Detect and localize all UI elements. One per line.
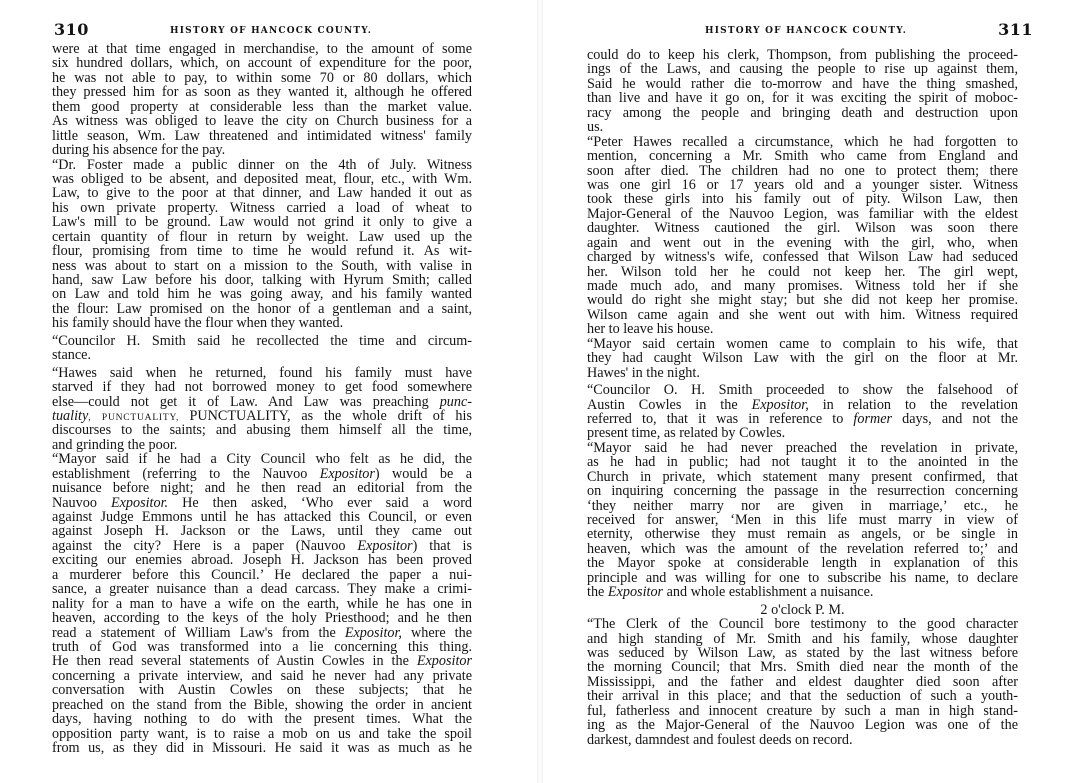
text-line [587, 571, 1018, 585]
text-line [52, 423, 472, 437]
line-text: PUNCTUALITY, as the whole drift of his [189, 408, 472, 424]
text-line [587, 308, 1018, 322]
line-text: days, having nothing to do with the present times. What the [52, 712, 472, 727]
text-line [587, 351, 1018, 365]
line-text: “Mayor said if he had a City Council who felt as he did, the [52, 452, 472, 467]
line-text: his own private property. Witness carried a load of wheat to [52, 200, 472, 216]
text-line [587, 632, 1018, 646]
body-text [52, 42, 472, 755]
line-text: He then asked, ‘Who ever said a word [168, 495, 472, 510]
line-text: they had caught Wilson Law with the girl on the floor at Mr. [587, 351, 1018, 366]
line-text: , PUNCTUALITY, [88, 412, 190, 423]
line-text: nality for a man to have a wife on the earth, while he has one in [52, 596, 472, 612]
line-text: the flour: Law promised on the honor of a gentleman and a saint, [52, 301, 472, 317]
line-text: discourses to the saints; and abusing them himself all the time, [52, 423, 472, 438]
line-text: ‘they neither marry nor are given in marriage,’ etc., he [587, 498, 1018, 513]
text-line [52, 287, 472, 301]
text-line [587, 733, 1018, 747]
text-line [52, 452, 472, 466]
line-text: “Mayor said certain women came to complain to his wife, that [587, 336, 1018, 352]
text-line [52, 172, 472, 186]
text-line [587, 441, 1018, 455]
right-page [545, 0, 1083, 783]
line-text: Mississippi, and the father and eldest daughter died soon after [587, 674, 1018, 690]
text-line [52, 71, 472, 85]
text-line [52, 669, 472, 683]
line-text: ) that is [412, 538, 472, 554]
line-text: ful, fatherless and innocent creature by such a man in high stand- [587, 703, 1018, 719]
text-line [52, 215, 472, 229]
line-text: made much ado, and many promises. Witness told her if she [587, 279, 1018, 294]
line-text: during his absence for the pay. [52, 143, 226, 158]
text-line [52, 348, 472, 362]
text-line [52, 186, 472, 200]
line-text: they pressed him for as soon as they wanted it, although he offered [52, 85, 472, 100]
line-text: 2 o'clock P. M. [760, 602, 845, 618]
book-gutter [537, 0, 543, 783]
line-text: Law, to give to the poor at that dinner, and Law handed it out as [52, 186, 472, 201]
line-text: principle and was willing for one to subscribe his name, to declare [587, 570, 1018, 586]
text-line [52, 395, 472, 409]
line-text: and grinding the poor. [52, 437, 178, 453]
line-text: was one girl 16 or 17 years old and a younger sister. Witness [587, 177, 1018, 193]
line-text: concerning a private interview, and said he never had any private [52, 668, 472, 684]
line-text: against Judge Emmons until he has attacked this Council, or even [52, 510, 472, 525]
line-text: “Mayor said he had never preached the revelation in private, [587, 440, 1018, 456]
italic-text: Expositor [357, 538, 413, 554]
line-text: “Hawes said when he returned, found his family must have [52, 365, 472, 381]
line-text: received for answer, ‘Men in this life must marry in view of [587, 513, 1018, 528]
italic-text: Expositor. [110, 495, 169, 510]
text-line [587, 513, 1018, 527]
text-line [52, 481, 472, 495]
italic-text: Expositor [607, 585, 664, 600]
text-line [587, 646, 1018, 660]
line-text: Hawes' in the night. [587, 365, 700, 381]
text-line [52, 366, 472, 380]
text-line [587, 135, 1018, 149]
text-line [587, 149, 1018, 163]
line-text: Austin Cowles in the [587, 397, 752, 412]
text-line [52, 230, 472, 244]
text-line [52, 129, 472, 143]
line-text: he was not able to pay, to within some 70 or 80 dollars, which [52, 70, 472, 86]
text-line [587, 412, 1018, 426]
line-text: flour, promising from time to time he would refund it. As wit- [52, 244, 472, 259]
line-text: else—could not get it of Law. And Law was preaching [52, 394, 440, 409]
line-text: days, and not the [892, 411, 1018, 427]
text-line [587, 585, 1018, 599]
text-line [587, 718, 1018, 732]
text-line [587, 77, 1018, 91]
line-text: heaven, according to the keys of the holy Priesthood; and he then [52, 611, 472, 626]
line-text: the morning Council; that Mrs. Smith died near the month of the [587, 660, 1018, 675]
italic-text: Expositor [319, 466, 375, 482]
text-line [52, 683, 472, 697]
text-line [587, 48, 1018, 62]
text-line [52, 259, 472, 273]
text-line [52, 85, 472, 99]
text-line [587, 164, 1018, 178]
line-text: took these girls into his family out of pity. Wilson Law, then [587, 192, 1018, 207]
text-line [52, 143, 472, 157]
text-line [52, 42, 472, 56]
line-text: from us, as they did in Missouri. He said it was as much as he [52, 741, 472, 756]
text-line [587, 293, 1018, 307]
line-text: “Peter Hawes recalled a circumstance, which he had forgotten to [587, 134, 1018, 150]
line-text: heaven, which was the amount of the revelation referred to;’ and [587, 541, 1018, 557]
text-line [52, 114, 472, 128]
line-text: against Joseph H. Jackson or the Laws, until they came out [52, 524, 472, 539]
page-number: 310 [54, 20, 89, 39]
text-line [587, 236, 1018, 250]
text-line [587, 484, 1018, 498]
text-line [587, 120, 1018, 134]
line-text: their arrival in this place; and that the seduction of such a youth- [587, 689, 1018, 704]
line-text: and whole establishment a nuisance. [663, 585, 874, 600]
line-text: again and went out in the evening with the girl, who, when [587, 235, 1018, 251]
line-text: eternity, otherwise they must remain as angels, or be single in [587, 527, 1018, 542]
text-line [52, 438, 472, 452]
line-text: “Councilor O. H. Smith proceeded to show the falsehood of [587, 383, 1018, 398]
line-text: exciting our enemies abroad. Joseph H. Jackson has been proved [52, 553, 472, 568]
line-text: was seduced by Wilson Law, as stated by the last witness before [587, 645, 1018, 661]
text-line [587, 322, 1018, 336]
text-line [587, 91, 1018, 105]
line-text: nuisance before night; and he then read an editorial from the [52, 481, 472, 496]
line-text: against the city? Here is a paper (Nauvoo [52, 538, 358, 554]
line-text: ness was about to start on a mission to the South, with valise in [52, 258, 472, 273]
running-head-title: HISTORY OF HANCOCK COUNTY. [705, 26, 908, 36]
text-line [52, 553, 472, 567]
text-line [52, 626, 472, 640]
line-text: ings of the Laws, and causing the people to rise up against them, [587, 62, 1018, 77]
line-text: truth of God was transformed into a lie concerning this thing. [52, 639, 472, 655]
line-text: were at that time engaged in merchandise, to the amount of some [52, 42, 472, 57]
line-text: present time, as related by Cowles. [587, 426, 786, 441]
line-text: the Mayor spoke at considerable length in explanation of this [587, 556, 1018, 571]
line-text: was obliged to be absent, and deposited meat, flour, etc., with Wm. [52, 171, 472, 187]
line-text: stance. [52, 348, 91, 363]
running-head [545, 20, 1083, 42]
line-text: them good property at considerable less than the market value. [52, 99, 472, 115]
line-text: Said he would rather die to-morrow and have the thing smashed, [587, 76, 1018, 92]
text-line [52, 100, 472, 114]
text-line [587, 689, 1018, 703]
text-line [587, 556, 1018, 570]
text-line [587, 265, 1018, 279]
text-line [587, 527, 1018, 541]
line-text: where the [401, 625, 472, 640]
line-text: and high standing of Mr. Smith and his family, whose daughter [587, 631, 1018, 646]
text-line [52, 201, 472, 215]
text-line [587, 542, 1018, 556]
line-text: his family should have the flour when they wanted. [52, 316, 344, 331]
text-line [587, 470, 1018, 484]
line-text: could do to keep his clerk, Thompson, from publishing the proceed- [587, 48, 1018, 63]
text-line [587, 337, 1018, 351]
line-text: “Councilor H. Smith said he recollected the time and circum- [52, 333, 472, 349]
text-line [587, 207, 1018, 221]
text-line [587, 366, 1018, 380]
text-line [52, 539, 472, 553]
text-line [52, 597, 472, 611]
text-line [52, 56, 472, 70]
line-text: her. Wilson told her he could not keep her. The girl wept, [587, 264, 1018, 279]
line-text: than live and have it go on, for it was exciting the spirit of moboc- [587, 91, 1018, 106]
line-text: the [587, 585, 608, 600]
text-line [52, 496, 472, 510]
line-text: read a statement of William Law's from the [52, 625, 345, 640]
line-text: would do right she might stay; but she did not keep her promise. [587, 293, 1018, 308]
line-text: mention, concerning a Mr. Smith who came from England and [587, 149, 1018, 164]
line-text: on Law and told him he was going away, and his family wanted [52, 287, 472, 302]
line-text: us. [587, 120, 604, 135]
line-text: He then read several statements of Austin Cowles in the [52, 654, 417, 669]
text-line [587, 455, 1018, 469]
line-text: a murderer before this Council.’ He declared the paper a nui- [52, 567, 472, 583]
text-line [587, 603, 1018, 617]
line-text: six hundred dollars, which, on account of expenditure for the poor, [52, 56, 472, 71]
text-line [52, 302, 472, 316]
text-line [587, 617, 1018, 631]
text-line [52, 467, 472, 481]
italic-text: former [853, 411, 893, 427]
line-text: Nauvoo [52, 495, 111, 510]
line-text: “Dr. Foster made a public dinner on the 4th of July. Witness [52, 157, 472, 172]
text-line [587, 279, 1018, 293]
text-line [52, 568, 472, 582]
text-line [52, 524, 472, 538]
text-line [587, 106, 1018, 120]
line-text: sance, a greater nuisance than a dead carcass. They make a crimi- [52, 582, 472, 597]
text-line [587, 178, 1018, 192]
running-head-title: HISTORY OF HANCOCK COUNTY. [170, 26, 373, 36]
text-line [587, 426, 1018, 440]
line-text: little season, Wm. Law threatened and intimidated witness' family [52, 128, 472, 144]
line-text: darkest, damndest and foulest deeds on record. [587, 732, 853, 747]
line-text: Major-General of the Nauvoo Legion, was familiar with the eldest [587, 206, 1018, 222]
text-line [52, 316, 472, 330]
running-head [0, 20, 535, 42]
text-line [52, 654, 472, 668]
line-text: ) would be a [374, 466, 472, 482]
text-line [52, 611, 472, 625]
text-line [52, 741, 472, 755]
line-text: establishment (referring to the Nauvoo [52, 466, 320, 482]
text-line [52, 640, 472, 654]
text-line [52, 409, 472, 423]
line-text: Law's mill to be ground. Law would not grind it only to give a [52, 215, 472, 230]
text-line [587, 660, 1018, 674]
line-text: opposition party want, is to raise a mob on us and take the spoil [52, 726, 472, 741]
text-line [587, 221, 1018, 235]
line-text: on inquiring concerning the passage in the resurrection concerning [587, 484, 1018, 499]
text-line [52, 334, 472, 348]
line-text: soon after died. The children had no one to protect them; there [587, 163, 1018, 178]
text-line [52, 244, 472, 258]
text-line [587, 499, 1018, 513]
text-line [587, 250, 1018, 264]
text-line [587, 675, 1018, 689]
text-line [52, 698, 472, 712]
line-text: starved if they had not borrowed money to get food somewhere [52, 380, 472, 395]
italic-text: Expositor [416, 654, 472, 669]
text-line [587, 192, 1018, 206]
text-line [52, 273, 472, 287]
text-line [52, 712, 472, 726]
line-text: her to leave his house. [587, 322, 714, 337]
line-text: “The Clerk of the Council bore testimony to the good character [587, 617, 1018, 632]
body-text [587, 48, 1018, 747]
text-line [52, 582, 472, 596]
line-text: referred to, that it was in reference to [587, 411, 854, 427]
line-text: charged by witness's wife, confessed that Wilson Law had seduced [587, 250, 1018, 265]
line-text: hand, saw Law before his door, talking with Hyrum Smith; called [52, 273, 472, 288]
line-text: ing as the Major-General of the Nauvoo Legion was one of the [587, 718, 1018, 733]
text-line [52, 727, 472, 741]
line-text: preached on the stand from the Bible, showing the order in ancient [52, 697, 472, 713]
text-line [52, 380, 472, 394]
line-text: racy among the people and bringing death and destruction upon [587, 105, 1018, 121]
line-text: daughter. Witness cautioned the girl. Wilson was soon there [587, 221, 1018, 236]
text-line [587, 398, 1018, 412]
line-text: as he had in public; had not taught it to the anointed in the [587, 455, 1018, 470]
line-text: As witness was obliged to leave the city on Church business for a [52, 114, 472, 129]
line-text: conversation with Austin Cowles on these subjects; that he [52, 683, 472, 698]
page-number: 311 [998, 20, 1033, 39]
text-line [52, 158, 472, 172]
italic-text: Expositor, [344, 625, 402, 640]
line-text: certain quantity of flour in return by weight. Law used up the [52, 229, 472, 245]
text-line [587, 62, 1018, 76]
line-text: Wilson came again and she went out with him. Witness required [587, 307, 1018, 323]
line-text: Church in private, which statement many present confirmed, that [587, 469, 1018, 485]
italic-text: tuality [52, 408, 89, 424]
line-text: in relation to the revelation [808, 397, 1018, 412]
left-page [0, 0, 535, 783]
text-line [52, 510, 472, 524]
italic-text: punc- [439, 394, 472, 409]
italic-text: Expositor, [751, 397, 809, 412]
text-line [587, 383, 1018, 397]
text-line [587, 704, 1018, 718]
